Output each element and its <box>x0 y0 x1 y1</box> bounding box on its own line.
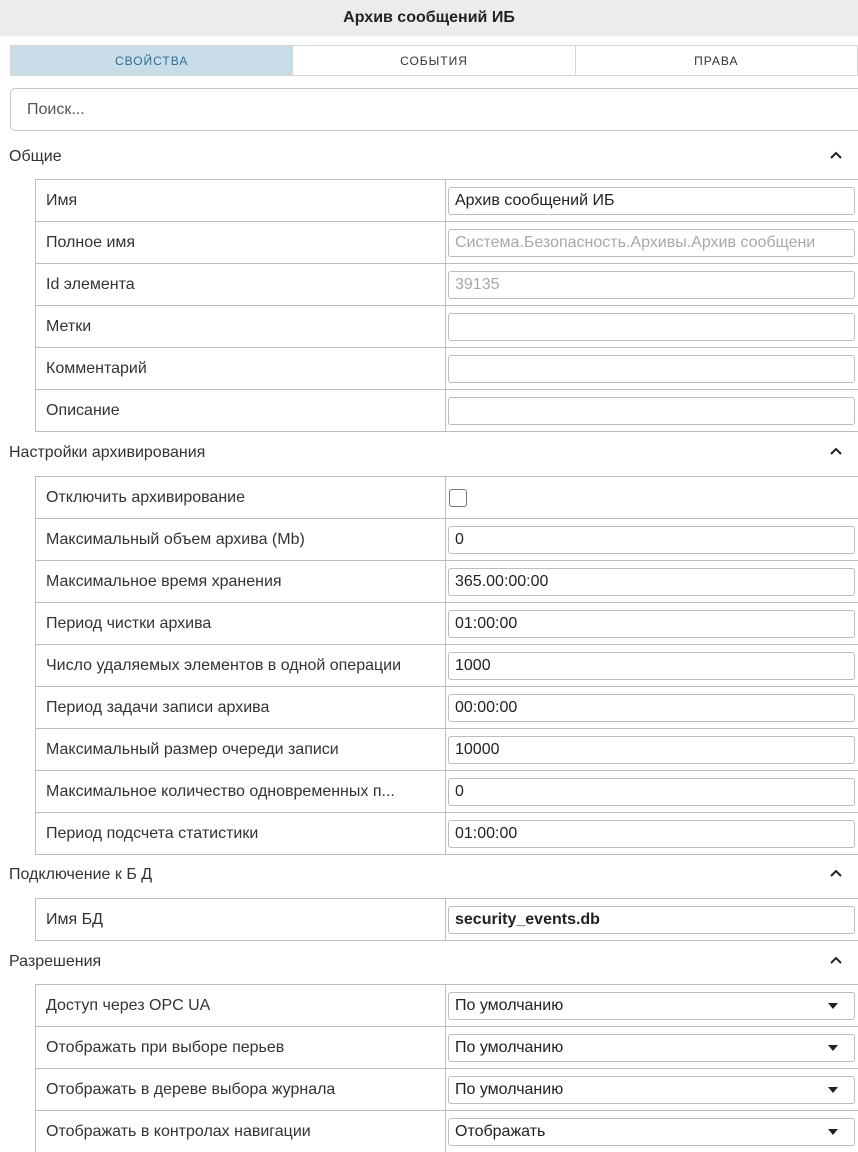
property-label: Период чистки архива <box>36 603 446 644</box>
nav-controls-select[interactable] <box>448 1118 855 1146</box>
comment-field[interactable] <box>448 355 855 383</box>
chevron-up-icon[interactable] <box>829 150 843 164</box>
property-label: Отображать при выборе перьев <box>36 1027 446 1068</box>
property-label: Полное имя <box>36 222 446 263</box>
disable-archiving-checkbox[interactable] <box>449 489 467 507</box>
section-title: Настройки архивирования <box>9 444 206 461</box>
property-label: Метки <box>36 306 446 347</box>
max-size-field[interactable]: 0 <box>448 526 855 554</box>
property-label: Описание <box>36 390 446 431</box>
journal-tree-select[interactable] <box>448 1076 855 1104</box>
property-label: Отключить архивирование <box>36 477 446 518</box>
table-row <box>36 645 858 687</box>
section-permissions-header[interactable] <box>0 944 858 980</box>
properties-grid-permissions <box>35 984 858 1152</box>
property-label: Имя БД <box>36 899 446 940</box>
search-input[interactable] <box>10 88 858 131</box>
section-title: Общие <box>9 148 62 165</box>
chevron-up-icon[interactable] <box>829 446 843 460</box>
tab-properties[interactable]: СВОЙСТВА <box>11 46 293 75</box>
element-id-field[interactable]: 39135 <box>448 271 855 299</box>
table-row <box>36 477 858 519</box>
select-value: По умолчанию <box>455 996 564 1014</box>
property-label: Период задачи записи архива <box>36 687 446 728</box>
table-row <box>36 561 858 603</box>
property-label: Доступ через OPC UA <box>36 985 446 1026</box>
table-row <box>36 390 858 432</box>
write-period-field[interactable]: 00:00:00 <box>448 694 855 722</box>
clean-period-field[interactable]: 01:00:00 <box>448 610 855 638</box>
table-row <box>36 1027 858 1069</box>
chevron-up-icon[interactable] <box>829 955 843 969</box>
table-row <box>36 687 858 729</box>
queue-size-field[interactable]: 10000 <box>448 736 855 764</box>
tab-bar <box>10 45 858 76</box>
properties-grid-archiving <box>35 476 858 855</box>
property-label: Период подсчета статистики <box>36 813 446 854</box>
tags-field[interactable] <box>448 313 855 341</box>
properties-grid-db <box>35 898 858 941</box>
chevron-up-icon[interactable] <box>829 868 843 882</box>
full-name-field[interactable]: Система.Безопасность.Архивы.Архив сообщени <box>448 229 855 257</box>
property-label: Максимальный размер очереди записи <box>36 729 446 770</box>
section-title: Подключение к Б Д <box>9 866 153 883</box>
property-label: Комментарий <box>36 348 446 389</box>
table-row <box>36 264 858 306</box>
db-name-field[interactable]: security_events.db <box>448 906 855 934</box>
section-title: Разрешения <box>9 953 102 970</box>
max-time-field[interactable]: 365.00:00:00 <box>448 568 855 596</box>
table-row <box>36 1069 858 1111</box>
table-row <box>36 813 858 855</box>
property-label: Максимальное количество одновременных п... <box>36 771 446 812</box>
delete-count-field[interactable]: 1000 <box>448 652 855 680</box>
name-field[interactable]: Архив сообщений ИБ <box>448 187 855 215</box>
table-row <box>36 348 858 390</box>
table-row <box>36 1111 858 1152</box>
caret-down-icon[interactable] <box>828 1045 838 1051</box>
property-label: Число удаляемых элементов в одной операции <box>36 645 446 686</box>
description-field[interactable] <box>448 397 855 425</box>
property-label: Отображать в дереве выбора журнала <box>36 1069 446 1110</box>
property-label: Отображать в контролах навигации <box>36 1111 446 1152</box>
table-row <box>36 985 858 1027</box>
section-archiving-header[interactable] <box>0 435 858 471</box>
max-concurrent-field[interactable]: 0 <box>448 778 855 806</box>
table-row <box>36 603 858 645</box>
property-label: Имя <box>36 180 446 221</box>
table-row <box>36 222 858 264</box>
table-row <box>36 519 858 561</box>
table-row <box>36 771 858 813</box>
tab-events[interactable]: СОБЫТИЯ <box>293 46 575 75</box>
opc-ua-select[interactable] <box>448 992 855 1020</box>
stats-period-field[interactable]: 01:00:00 <box>448 820 855 848</box>
section-general-header[interactable] <box>0 139 858 175</box>
caret-down-icon[interactable] <box>828 1129 838 1135</box>
tab-rights[interactable]: ПРАВА <box>576 46 858 75</box>
property-label: Id элемента <box>36 264 446 305</box>
section-db-header[interactable] <box>0 857 858 893</box>
select-value: Отображать <box>455 1122 546 1140</box>
table-row <box>36 180 858 222</box>
select-value: По умолчанию <box>455 1038 564 1056</box>
property-label: Максимальный объем архива (Mb) <box>36 519 446 560</box>
property-label: Максимальное время хранения <box>36 561 446 602</box>
pens-select[interactable] <box>448 1034 855 1062</box>
caret-down-icon[interactable] <box>828 1087 838 1093</box>
caret-down-icon[interactable] <box>828 1003 838 1009</box>
table-row <box>36 729 858 771</box>
window-title: Архив сообщений ИБ <box>0 0 858 36</box>
select-value: По умолчанию <box>455 1080 564 1098</box>
table-row <box>36 899 858 941</box>
properties-grid-general <box>35 179 858 432</box>
table-row <box>36 306 858 348</box>
